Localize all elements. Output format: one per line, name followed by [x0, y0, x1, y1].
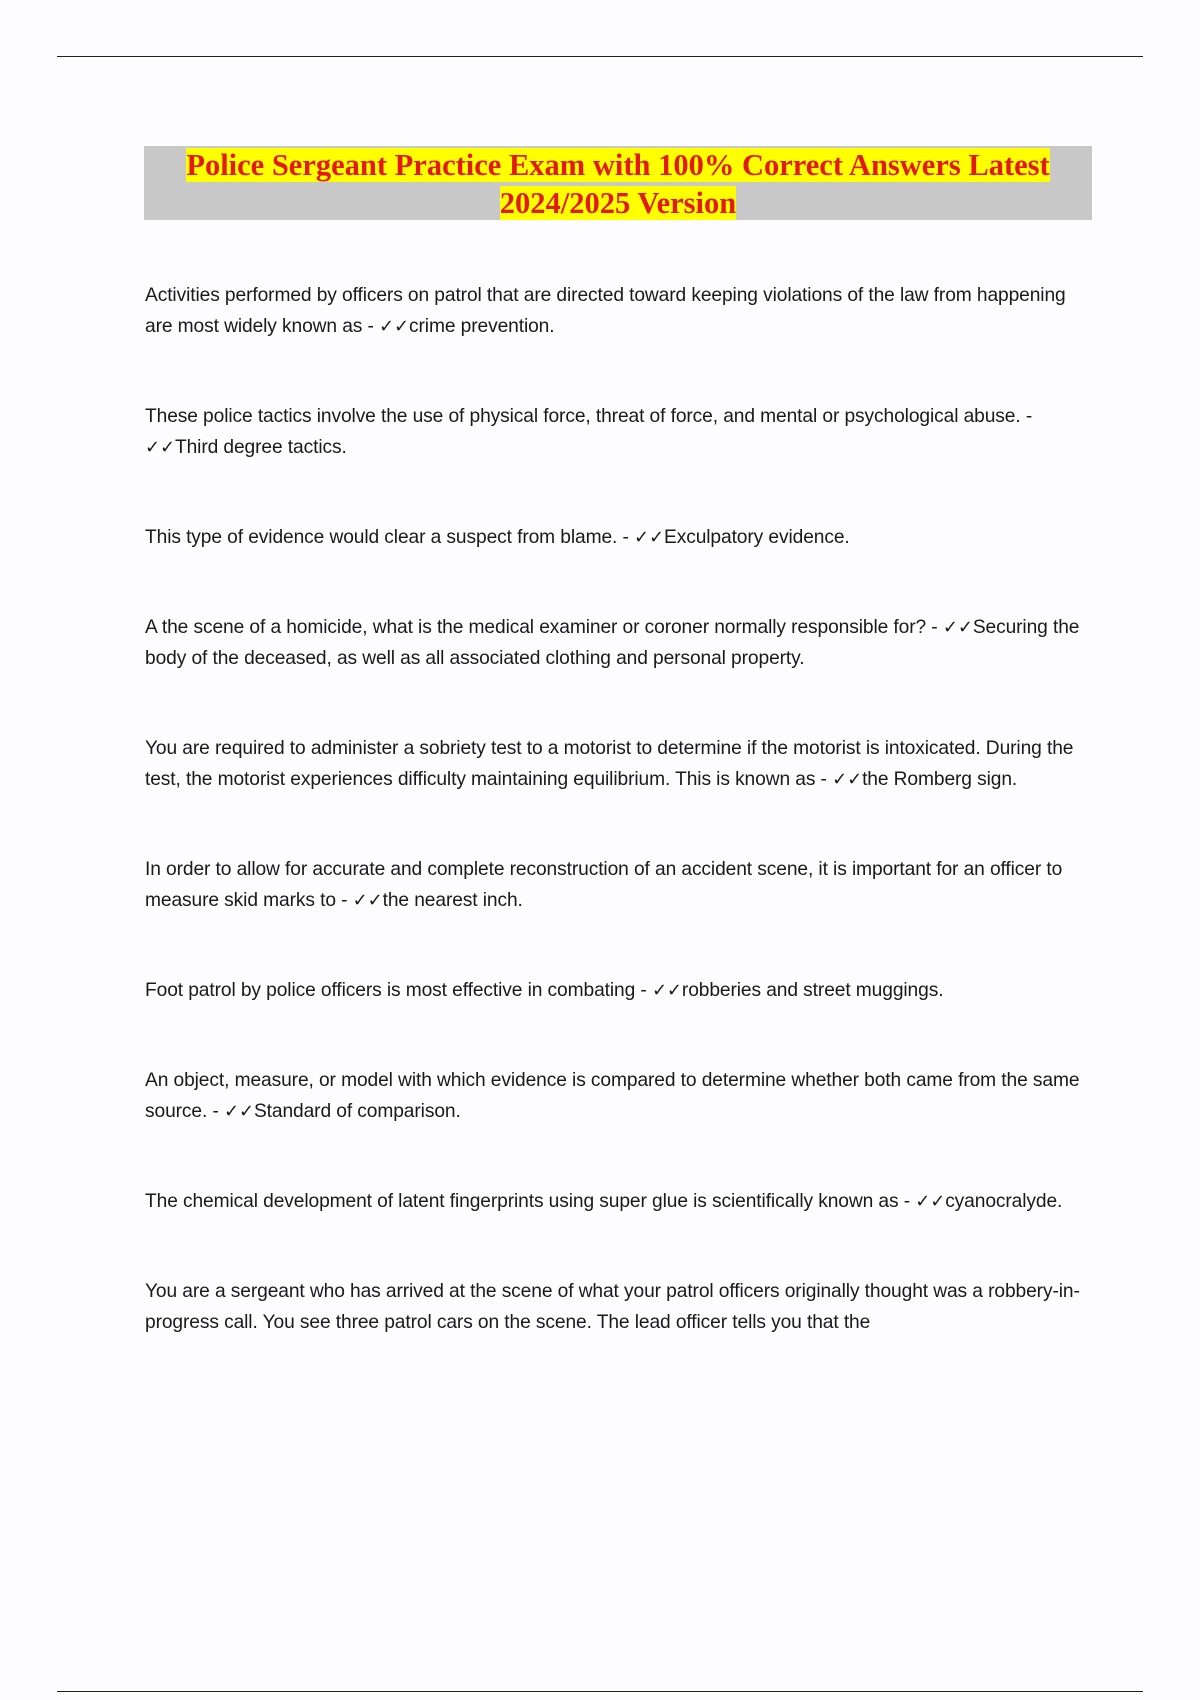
answer-text: Exculpatory evidence. — [664, 527, 850, 548]
question-text: A the scene of a homicide, what is the medical examiner or coroner normally responsible for? - — [145, 617, 938, 638]
answer-text: crime prevention. — [409, 316, 555, 337]
double-check-icon: ✓✓ — [223, 1101, 254, 1122]
question-text: In order to allow for accurate and complete reconstruction of an accident scene, it is important for an officer to measure skid marks to - — [145, 859, 1063, 911]
question-text: These police tactics involve the use of physical force, threat of force, and mental or psychological abuse. - — [145, 406, 1033, 427]
answer-text: cyanocralyde. — [945, 1191, 1063, 1212]
header-rule — [57, 56, 1143, 57]
answer-text: Standard of comparison. — [253, 1101, 461, 1122]
answer-text: Third degree tactics. — [174, 437, 347, 458]
title-line-2: 2024/2025 Version — [499, 186, 737, 220]
answer-text: the Romberg sign. — [862, 769, 1018, 790]
question-text: Foot patrol by police officers is most effective in combating - — [145, 980, 647, 1001]
qa-item — [145, 975, 1095, 1006]
double-check-icon: ✓✓ — [915, 1191, 946, 1212]
answer-text: the nearest inch. — [382, 890, 523, 911]
footer-rule — [57, 1691, 1143, 1692]
double-check-icon: ✓✓ — [634, 527, 665, 548]
title-line-1: Police Sergeant Practice Exam with 100% Correct Answers Latest — [186, 148, 1050, 182]
question-text: An object, measure, or model with which evidence is compared to determine whether both came from the same source. - — [145, 1070, 1080, 1122]
qa-item — [145, 522, 1095, 553]
qa-list — [145, 280, 1095, 1397]
question-text: Activities performed by officers on patrol that are directed toward keeping violations of the law from happening are most widely known as - — [145, 285, 1066, 337]
double-check-icon: ✓✓ — [651, 980, 682, 1001]
qa-item — [145, 854, 1095, 916]
qa-item — [145, 1186, 1095, 1217]
question-text: You are a sergeant who has arrived at the scene of what your patrol officers originally thought was a robbery-in-progress call. You see three patrol cars on the scene. The lead officer tells you that the — [145, 1281, 1080, 1333]
qa-item — [145, 1065, 1095, 1127]
double-check-icon: ✓✓ — [145, 437, 175, 458]
double-check-icon: ✓✓ — [352, 890, 383, 911]
question-text: This type of evidence would clear a suspect from blame. - — [145, 527, 629, 548]
double-check-icon: ✓✓ — [379, 316, 410, 337]
title-banner — [144, 146, 1092, 220]
answer-text: robberies and street muggings. — [681, 980, 944, 1001]
double-check-icon: ✓✓ — [832, 769, 863, 790]
qa-item — [145, 612, 1095, 674]
qa-item — [145, 1276, 1095, 1338]
qa-item — [145, 280, 1095, 342]
document-title — [144, 146, 1092, 222]
double-check-icon: ✓✓ — [942, 617, 973, 638]
qa-item — [145, 401, 1095, 463]
question-text: The chemical development of latent fingerprints using super glue is scientifically known as - — [145, 1191, 910, 1212]
answer-text: Securing the body of the deceased, as well as all associated clothing and personal property. — [145, 617, 1080, 669]
qa-item — [145, 733, 1095, 795]
question-text: You are required to administer a sobriety test to a motorist to determine if the motorist is intoxicated. During the test, the motorist experiences difficulty maintaining equilibrium. This is known as - — [145, 738, 1074, 790]
